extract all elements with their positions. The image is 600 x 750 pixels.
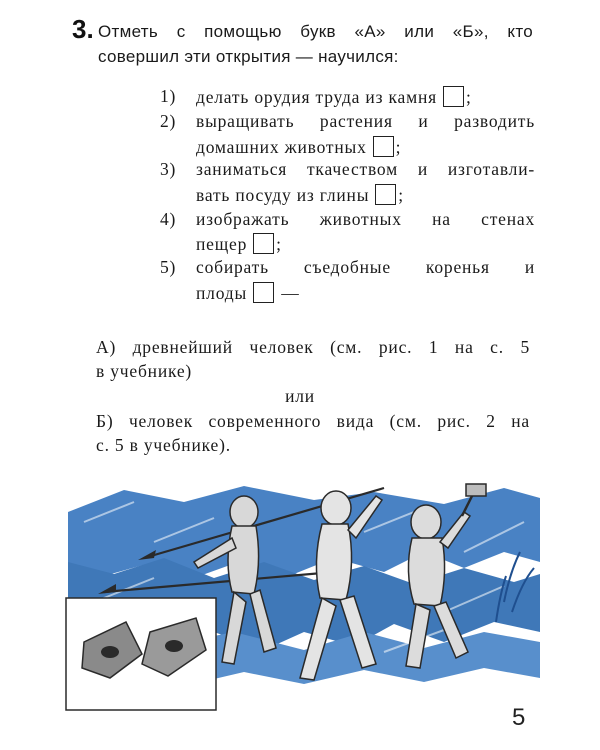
- item-line: заниматься ткачеством и изготавли-: [196, 159, 535, 179]
- option-b-line-1: Б) человек современного вида (см. рис. 2 на: [96, 411, 530, 431]
- item-number: 5): [160, 257, 177, 277]
- task-prompt-line-2: совершил эти открытия — научился:: [98, 47, 399, 66]
- task-prompt-line-1: Отметь с помощью букв «А» или «Б», кто: [98, 22, 533, 41]
- list-item-2: [160, 111, 535, 163]
- answer-box-3[interactable]: [375, 184, 396, 205]
- list-item-3: [160, 159, 535, 211]
- item-number: 4): [160, 209, 177, 229]
- item-line: делать орудия труда из камня ;: [196, 87, 472, 107]
- task-number: 3.: [72, 14, 94, 44]
- item-number: 1): [160, 86, 177, 106]
- item-line: пещер ;: [196, 234, 282, 254]
- list-item-5: [160, 257, 535, 309]
- answer-box-1[interactable]: [443, 86, 464, 107]
- option-a-line-2: в учебнике): [96, 361, 193, 381]
- stone-tools-inset: [66, 598, 216, 710]
- item-number: 3): [160, 159, 177, 179]
- answer-box-4[interactable]: [253, 233, 274, 254]
- list-item-4: [160, 209, 535, 261]
- item-line: выращивать растения и разводить: [196, 111, 535, 131]
- option-a-line-1: А) древнейший человек (см. рис. 1 на с. 5: [96, 337, 530, 357]
- answer-box-5[interactable]: [253, 282, 274, 303]
- list-item-1: [160, 86, 535, 112]
- primitive-hunters-illustration: [64, 482, 542, 714]
- item-line: домашних животных ;: [196, 137, 402, 157]
- or-separator: или: [285, 386, 315, 406]
- page-number: 5: [512, 704, 526, 731]
- item-line: плоды —: [196, 283, 300, 303]
- item-line: вать посуду из глины ;: [196, 185, 404, 205]
- answer-box-2[interactable]: [373, 136, 394, 157]
- item-number: 2): [160, 111, 177, 131]
- item-line: изображать животных на стенах: [196, 209, 535, 229]
- option-b-line-2: с. 5 в учебнике).: [96, 435, 231, 455]
- item-line: собирать съедобные коренья и: [196, 257, 535, 277]
